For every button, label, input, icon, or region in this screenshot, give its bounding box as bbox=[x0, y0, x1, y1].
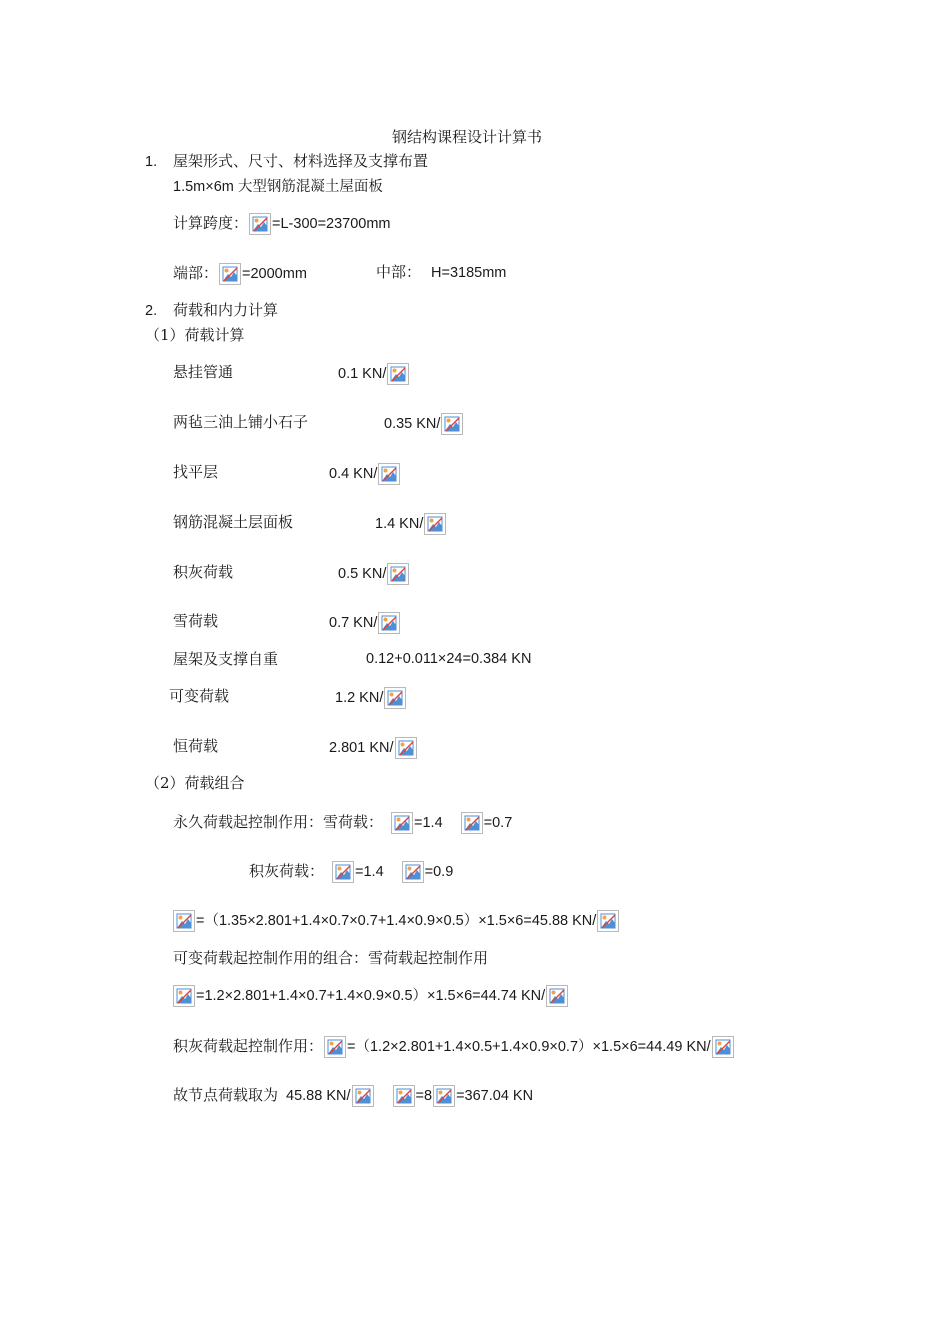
load-value-text: 1.2 KN/ bbox=[335, 690, 384, 706]
load-value-text: 0.5 KN/ bbox=[338, 566, 387, 582]
load-value-text: 0.4 KN/ bbox=[329, 466, 378, 482]
load-value bbox=[384, 413, 464, 435]
variable-combo-heading: 可变荷载起控制作用的组合：雪荷载起控制作用 bbox=[173, 949, 489, 967]
node-load-value: =8 bbox=[415, 1088, 433, 1104]
end-label: 端部： bbox=[173, 264, 219, 282]
broken-image-icon bbox=[402, 861, 424, 883]
broken-image-icon bbox=[393, 1085, 415, 1107]
broken-image-icon bbox=[378, 463, 400, 485]
span-line bbox=[173, 213, 391, 235]
load-name: 悬挂管通 bbox=[173, 363, 234, 381]
broken-image-icon bbox=[395, 737, 417, 759]
mid-value: H=3185mm bbox=[431, 265, 507, 281]
broken-image-icon bbox=[433, 1085, 455, 1107]
broken-image-icon bbox=[332, 861, 354, 883]
load-name: 找平层 bbox=[173, 463, 219, 481]
load-value bbox=[329, 737, 418, 759]
roof-panel-line bbox=[173, 177, 383, 196]
broken-image-icon bbox=[249, 213, 271, 235]
load-value-text: 0.12+0.011×24=0.384 KN bbox=[366, 651, 532, 667]
end-value: =2000mm bbox=[242, 266, 307, 282]
formula-text: =1.2×2.801+1.4×0.7+1.4×0.9×0.5）×1.5×6=44.74 KN/ bbox=[196, 988, 546, 1004]
subsection-load-calc: （1）荷载计算 bbox=[145, 326, 245, 344]
formula-line-2 bbox=[172, 985, 569, 1007]
node-load-value: =367.04 KN bbox=[456, 1088, 534, 1104]
broken-image-icon bbox=[391, 812, 413, 834]
span-label: 计算跨度： bbox=[173, 214, 249, 232]
formula-text: =（1.35×2.801+1.4×0.7×0.7+1.4×0.9×0.5）×1.5×6=45.88 KN/ bbox=[196, 913, 597, 929]
load-name: 两毡三油上铺小石子 bbox=[173, 413, 309, 431]
load-value bbox=[375, 513, 447, 535]
subsection-load-combo: （2）荷载组合 bbox=[145, 774, 245, 792]
load-name: 屋架及支撑自重 bbox=[173, 650, 279, 668]
formula-line-3 bbox=[173, 1036, 735, 1058]
ash-control-label: 积灰荷载起控制作用： bbox=[173, 1037, 324, 1055]
broken-image-icon bbox=[387, 563, 409, 585]
broken-image-icon bbox=[424, 513, 446, 535]
load-name: 恒荷载 bbox=[173, 737, 219, 755]
span-value: =L-300=23700mm bbox=[272, 216, 391, 232]
section-1-number: 1. bbox=[145, 154, 158, 170]
combo-ash-label: 积灰荷载： bbox=[249, 862, 325, 880]
broken-image-icon bbox=[324, 1036, 346, 1058]
load-value-text: 0.35 KN/ bbox=[384, 416, 441, 432]
roof-panel-text: 1.5m×6m 大型钢筋混凝土屋面板 bbox=[173, 179, 383, 195]
combo-value: =1.4 bbox=[355, 864, 384, 880]
combo-value: =1.4 bbox=[414, 815, 443, 831]
load-value-text: 1.4 KN/ bbox=[375, 516, 424, 532]
load-name: 钢筋混凝土层面板 bbox=[173, 513, 294, 531]
section-2-heading: 荷载和内力计算 bbox=[173, 301, 279, 319]
broken-image-icon bbox=[546, 985, 568, 1007]
load-value-text: 2.801 KN/ bbox=[329, 740, 394, 756]
broken-image-icon bbox=[173, 985, 195, 1007]
load-value bbox=[335, 687, 407, 709]
broken-image-icon bbox=[173, 910, 195, 932]
combo-ash-line bbox=[249, 861, 453, 883]
load-value bbox=[338, 563, 410, 585]
load-value-text: 0.1 KN/ bbox=[338, 366, 387, 382]
load-name: 可变荷载 bbox=[169, 687, 230, 705]
mid-line bbox=[376, 263, 506, 282]
combo-value: =0.7 bbox=[483, 815, 513, 831]
broken-image-icon bbox=[387, 363, 409, 385]
doc-title: 钢结构课程设计计算书 bbox=[392, 128, 543, 146]
formula-text: =（1.2×2.801+1.4×0.5+1.4×0.9×0.7）×1.5×6=44.49 KN/ bbox=[347, 1039, 711, 1055]
combo-permanent-line bbox=[173, 812, 512, 834]
broken-image-icon bbox=[597, 910, 619, 932]
load-name: 积灰荷载 bbox=[173, 563, 234, 581]
node-load-line bbox=[173, 1085, 533, 1107]
section-1-heading: 屋架形式、尺寸、材料选择及支撑布置 bbox=[173, 152, 429, 170]
combo-value: =0.9 bbox=[424, 864, 454, 880]
load-value-text: 0.7 KN/ bbox=[329, 615, 378, 631]
load-value bbox=[338, 363, 410, 385]
load-name: 雪荷载 bbox=[173, 612, 219, 630]
broken-image-icon bbox=[219, 263, 241, 285]
node-load-value: 45.88 KN/ bbox=[286, 1088, 351, 1104]
combo-permanent-label: 永久荷载起控制作用：雪荷载： bbox=[173, 813, 384, 831]
mid-label: 中部： bbox=[376, 263, 422, 281]
broken-image-icon bbox=[461, 812, 483, 834]
broken-image-icon bbox=[378, 612, 400, 634]
height-line bbox=[173, 263, 307, 285]
broken-image-icon bbox=[352, 1085, 374, 1107]
formula-line-1 bbox=[172, 910, 620, 932]
broken-image-icon bbox=[441, 413, 463, 435]
broken-image-icon bbox=[384, 687, 406, 709]
load-value bbox=[329, 463, 401, 485]
broken-image-icon bbox=[712, 1036, 734, 1058]
section-2-number: 2. bbox=[145, 303, 158, 319]
node-load-label: 故节点荷载取为 bbox=[173, 1086, 279, 1104]
load-value bbox=[329, 612, 401, 634]
